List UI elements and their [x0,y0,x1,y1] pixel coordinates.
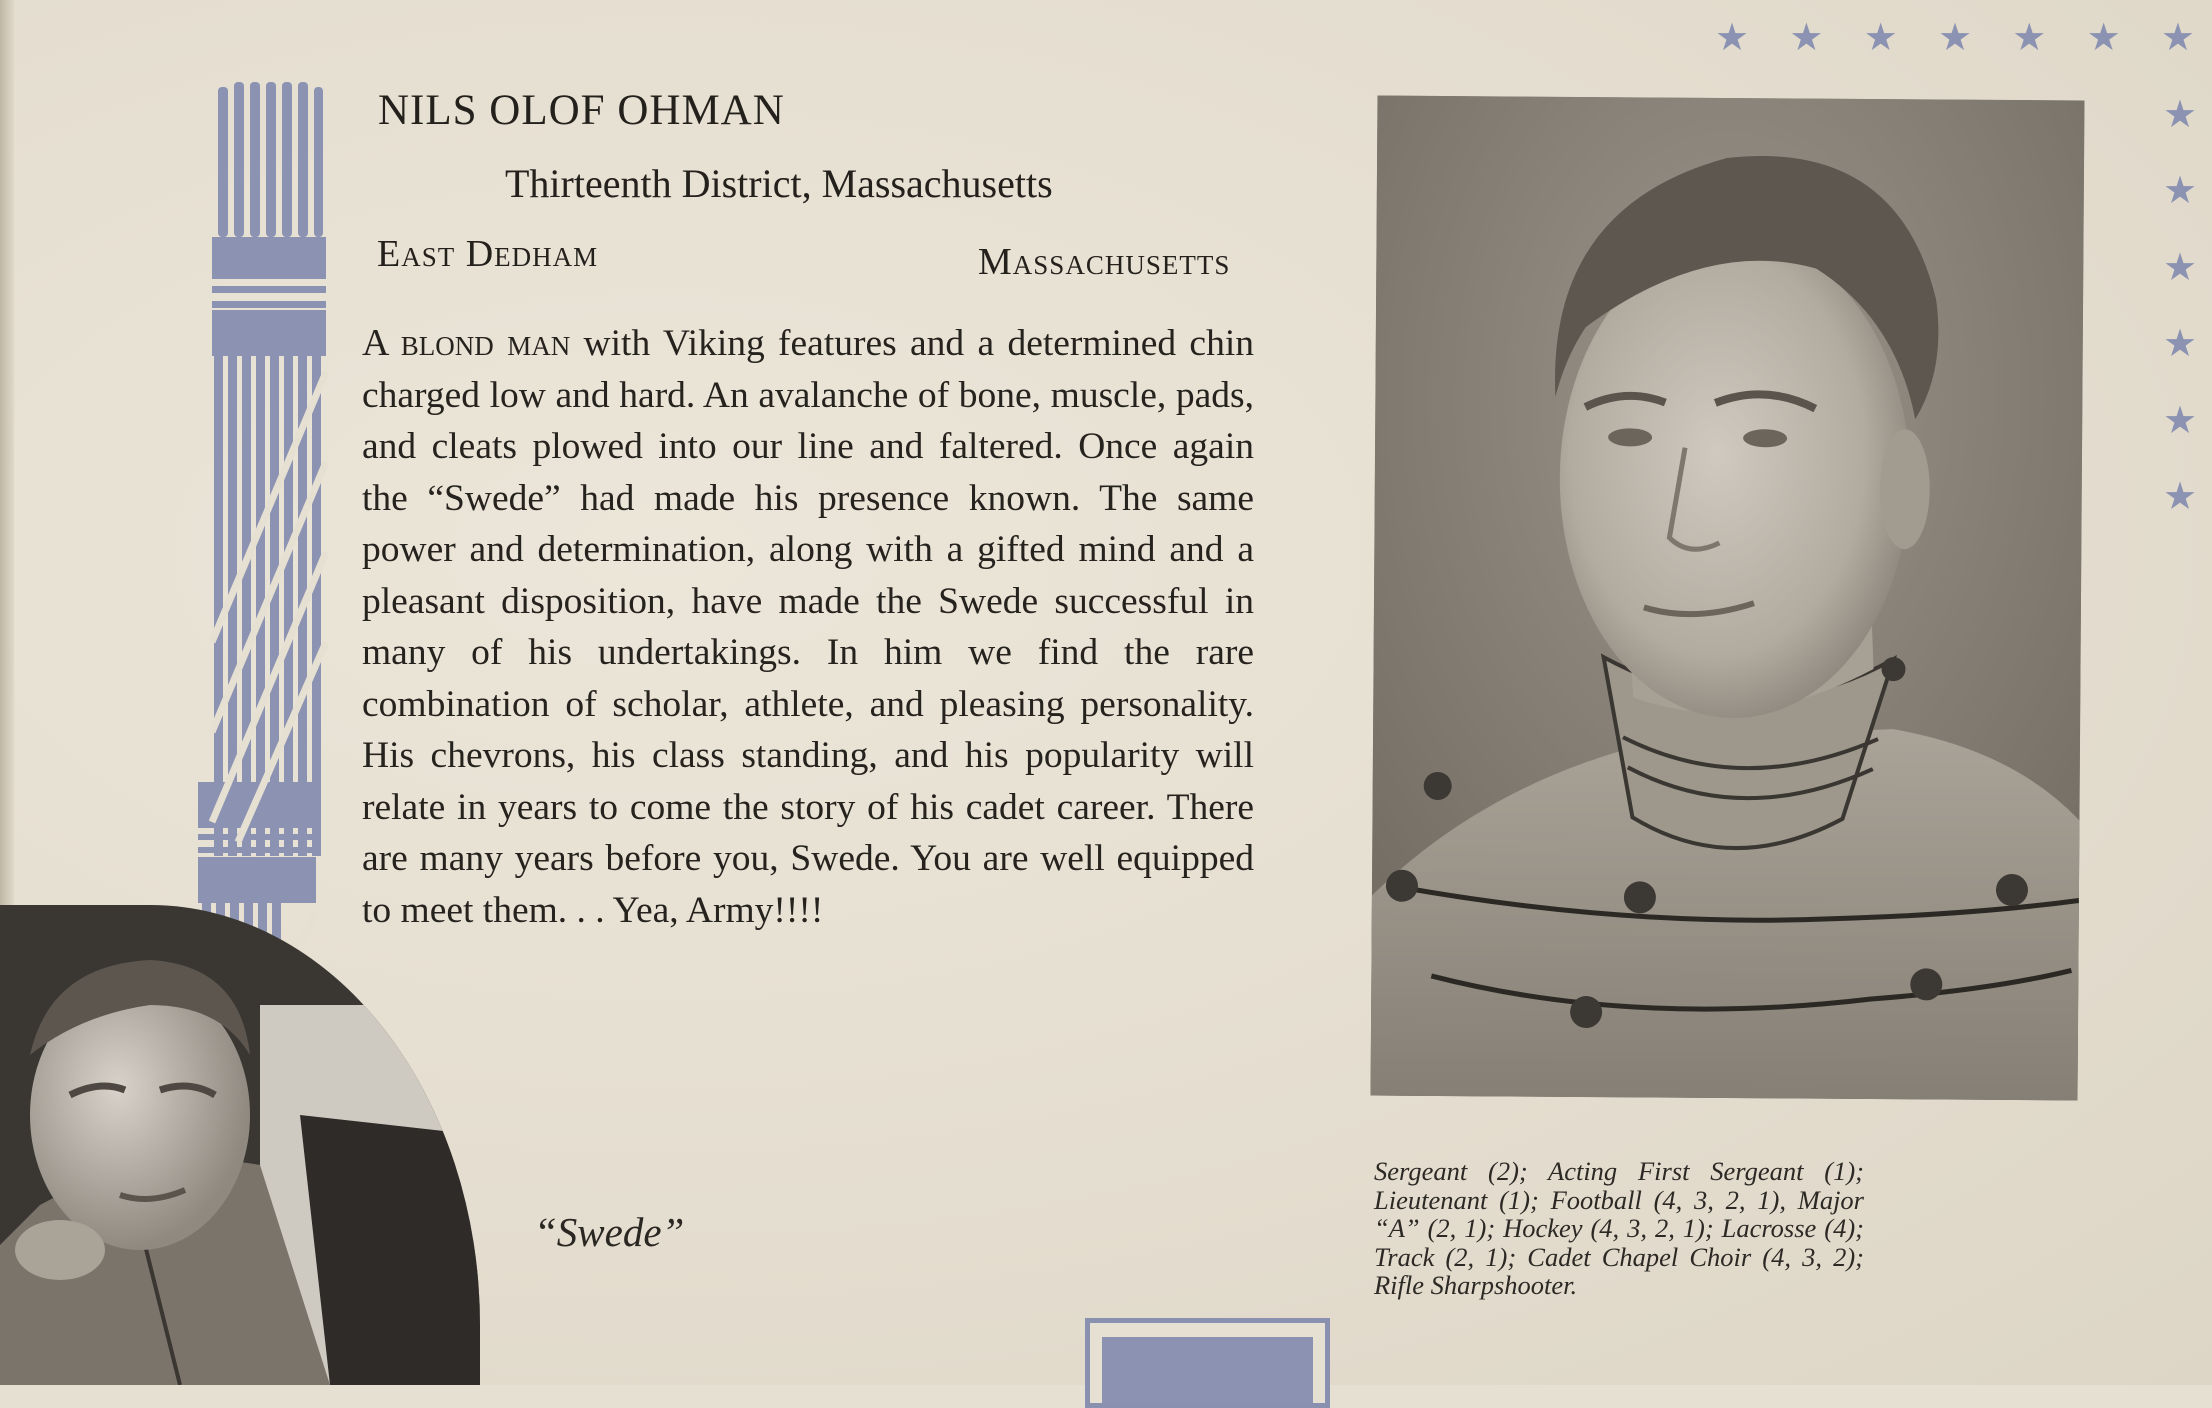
star-icon: ★ [2012,15,2047,59]
biography-lead: A blond man [362,322,571,364]
stars-row [1715,15,2195,68]
star-icon: ★ [1715,15,1750,59]
star-icon: ★ [2162,473,2198,518]
star-icon: ★ [2162,321,2198,366]
portrait-photo [1371,96,2085,1101]
activities-list: Sergeant (2); Acting First Sergeant (1); Lieutenant (1); Football (4, 3, 2, 1), Major “A” (2, 1); Hockey (4, 3, 2, 1); Lacrosse (4); Track (2, 1); Cadet Chapel Choir (4, 3, 2); Rifle Sharpshooter. [1374,1156,1864,1300]
home-state: Massachusetts [978,241,1231,283]
hometown: East Dedham [377,233,599,275]
star-icon: ★ [2162,397,2198,442]
candid-photo [0,905,480,1385]
star-icon: ★ [2162,244,2198,289]
district: Thirteenth District, Massachusetts [505,161,1053,206]
star-icon: ★ [2086,15,2121,59]
star-icon: ★ [1937,15,1973,59]
cadet-name: NILS OLOF OHMAN [378,87,785,134]
page-tab-ornament [1085,1318,1330,1408]
star-icon: ★ [1789,15,1824,59]
candid-photo-image [0,905,480,1385]
star-icon: ★ [2160,15,2195,59]
star-icon: ★ [2162,92,2198,136]
biography-text: with Viking features and a determined chin charged low and hard. An avalanche of bone, muscle, pads, and cleats plowed into our line and faltered. Once again the “Swede” had made his presence known. The same power and determination, along with a gifted mind and a pleasant disposition, have made the Swede successful in many of his undertakings. In him we find the rare combination of scholar, athlete, and pleasing personality. His chevrons, his class standing, and his popularity will relate in years to come the story of his cadet career. There are many years before you, Swede. You are well equipped to meet them. . . Yea, Army!!!! [362,323,1254,931]
star-icon: ★ [1863,15,1898,59]
nickname: “Swede” [534,1209,685,1255]
star-icon: ★ [2162,168,2198,213]
stars-column [2155,92,2205,518]
biography [362,318,1254,936]
tab-fill [1102,1337,1313,1403]
cadet-portrait [1371,96,2085,1101]
